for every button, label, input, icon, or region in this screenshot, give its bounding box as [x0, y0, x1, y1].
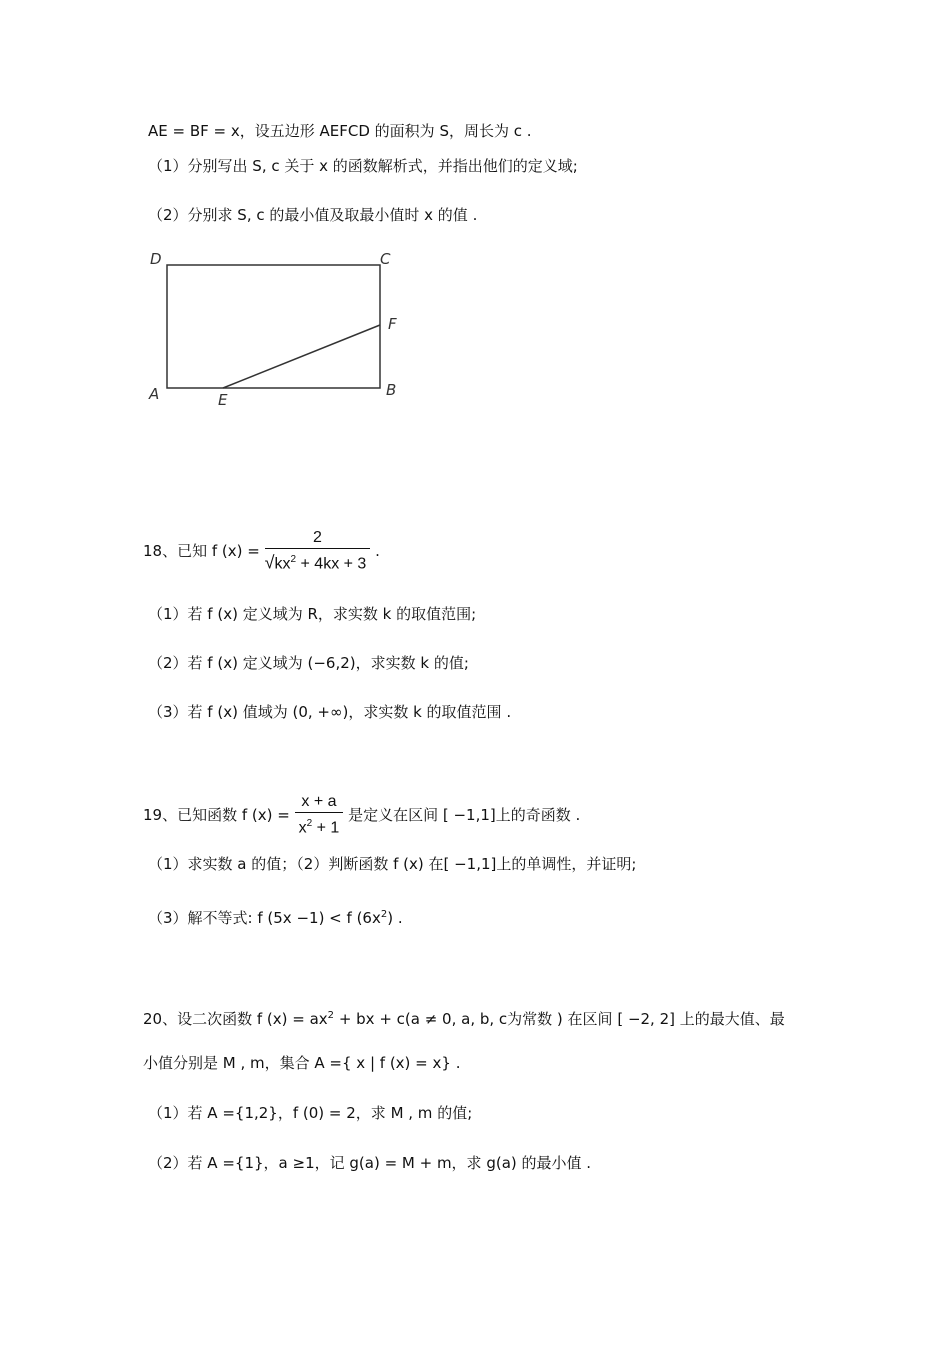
p19-q3-a: （3）解不等式: f (5x −1) < f (6x — [148, 909, 381, 927]
label-c: C — [380, 250, 391, 268]
p20-line1-b: + bx + c(a ≠ 0, a, b, c为常数 ) 在区间 [ −2, 2] 上的最大值、最 — [334, 1010, 785, 1028]
p19-numerator: x + a — [301, 793, 337, 810]
p20-line1-sup: 2 — [327, 1010, 335, 1021]
p20-line2: 小值分别是 M , m，集合 A ={ x | f (x) = x} . — [143, 1054, 461, 1072]
radical-sign-icon: √ — [264, 552, 275, 573]
rectangle-abcd — [167, 265, 380, 388]
p18-question-2: （2）若 f (x) 定义域为 (−6,2)，求实数 k 的值; — [148, 654, 469, 672]
p17-question-1: （1）分别写出 S, c 关于 x 的函数解析式，并指出他们的定义域; — [148, 157, 578, 175]
p18-question-3: （3）若 f (x) 值域为 (0, +∞)，求实数 k 的取值范围 . — [148, 703, 512, 721]
p18-radicand-b: + 4kx + 3 — [296, 555, 367, 573]
p19-prefix: 19、已知函数 f (x) = — [143, 806, 290, 825]
p19-den-b: + 1 — [312, 819, 340, 837]
p18-suffix: . — [375, 542, 380, 561]
p20-line1-a: 20、设二次函数 f (x) = ax — [143, 1010, 328, 1028]
segment-ef — [223, 325, 380, 388]
rectangle-figure — [140, 245, 420, 415]
p18-radicand-sup: 2 — [290, 554, 297, 565]
label-d: D — [150, 250, 162, 268]
p17-question-2: （2）分别求 S, c 的最小值及取最小值时 x 的值 . — [148, 206, 478, 224]
label-e: E — [218, 391, 228, 409]
p19-q3-b: ) . — [387, 909, 403, 927]
p18-radicand-a: kx — [274, 555, 291, 573]
label-f: F — [388, 315, 397, 333]
label-a: A — [149, 385, 160, 403]
p18-statement — [143, 528, 380, 575]
p18-prefix: 18、已知 f (x) = — [143, 542, 260, 561]
p20-question-1: （1）若 A ={1,2}，f (0) = 2，求 M , m 的值; — [148, 1104, 473, 1122]
p19-den-sup: 2 — [306, 818, 313, 829]
label-b: B — [386, 381, 397, 399]
p19-fraction — [295, 792, 344, 839]
p19-question-1-2: （1）求实数 a 的值；（2）判断函数 f (x) 在[ −1,1]上的单调性，并证明; — [148, 855, 637, 873]
p20-question-2: （2）若 A ={1}，a ≥1，记 g(a) = M + m，求 g(a) 的最小值 . — [148, 1154, 592, 1172]
p17-line1: AE = BF = x，设五边形 AEFCD 的面积为 S，周长为 c . — [148, 122, 532, 140]
p19-statement — [143, 792, 580, 839]
p19-denominator — [295, 812, 344, 839]
p18-numerator: 2 — [313, 529, 322, 546]
p18-fraction — [265, 528, 371, 575]
p19-den-a: x — [298, 819, 307, 837]
p18-question-1: （1）若 f (x) 定义域为 R，求实数 k 的取值范围; — [148, 605, 477, 623]
p19-suffix: 是定义在区间 [ −1,1]上的奇函数 . — [348, 806, 581, 825]
p18-denominator — [265, 548, 371, 575]
p19-q3-sup: 2 — [380, 909, 388, 920]
p20-line1 — [143, 1006, 785, 1029]
p19-question-3 — [148, 905, 403, 928]
